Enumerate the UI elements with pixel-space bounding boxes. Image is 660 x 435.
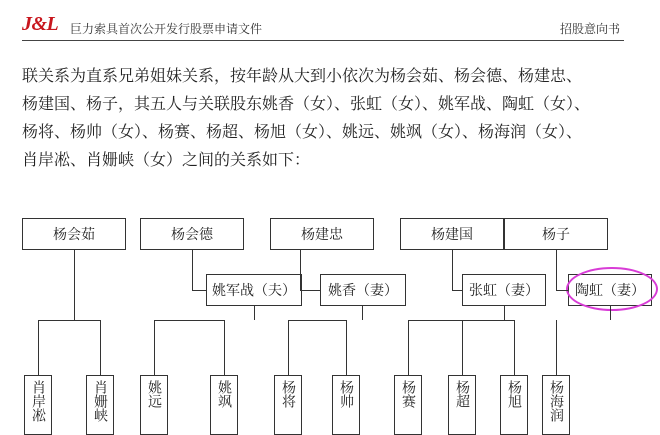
paragraph-line: 杨建国、杨子，其五人与关联股东姚香（女）、张虹（女）、姚军战、陶虹（女）、 bbox=[22, 94, 591, 113]
connector-line bbox=[254, 306, 255, 320]
connector-line bbox=[300, 290, 320, 291]
spouse-box-yao-junzhan: 姚军战（夫） bbox=[206, 274, 302, 306]
connector-line bbox=[610, 306, 611, 320]
spouse-box-yao-xiang: 姚香（妻） bbox=[320, 274, 406, 306]
connector-line bbox=[362, 306, 363, 320]
connector-line bbox=[408, 320, 514, 321]
header-divider bbox=[22, 40, 624, 41]
connector-line bbox=[556, 290, 568, 291]
child-box-xiao-shanxia: 肖姗峡 bbox=[86, 375, 114, 435]
connector-line bbox=[100, 320, 101, 375]
child-box-yao-sa: 姚飒 bbox=[210, 375, 238, 435]
connector-line bbox=[408, 320, 409, 375]
child-box-yang-sai: 杨赛 bbox=[394, 375, 422, 435]
connector-line bbox=[74, 290, 75, 320]
spouse-box-zhang-hong: 张虹（妻） bbox=[462, 274, 546, 306]
connector-line bbox=[224, 320, 225, 375]
relationship-paragraph bbox=[22, 62, 632, 174]
connector-line bbox=[556, 250, 557, 290]
connector-line bbox=[462, 320, 463, 375]
connector-line bbox=[514, 320, 515, 375]
sibling-box-yang-jianzhong: 杨建忠 bbox=[270, 218, 374, 250]
connector-line bbox=[154, 320, 155, 375]
child-box-xiao-ansong: 肖岸凇 bbox=[24, 375, 52, 435]
sibling-box-yang-zi: 杨子 bbox=[504, 218, 608, 250]
connector-line bbox=[38, 320, 100, 321]
child-box-yang-xu: 杨旭 bbox=[500, 375, 528, 435]
connector-line bbox=[452, 290, 462, 291]
connector-line bbox=[346, 320, 347, 375]
company-logo: J&L bbox=[22, 13, 59, 35]
paragraph-line: 肖岸凇、肖姗峡（女）之间的关系如下： bbox=[22, 150, 311, 169]
child-box-yang-hairun: 杨海润 bbox=[542, 375, 570, 435]
paragraph-line: 杨将、杨帅（女）、杨赛、杨超、杨旭（女）、姚远、姚飒（女）、杨海润（女）、 bbox=[22, 122, 583, 141]
child-box-yang-jiang: 杨将 bbox=[274, 375, 302, 435]
section-title: 招股意向书 bbox=[559, 22, 620, 36]
connector-line bbox=[74, 250, 75, 290]
connector-line bbox=[300, 250, 301, 290]
connector-line bbox=[154, 320, 224, 321]
connector-line bbox=[452, 250, 453, 290]
connector-line bbox=[38, 320, 39, 375]
connector-line bbox=[192, 250, 193, 290]
document-header bbox=[0, 0, 660, 44]
sibling-box-yang-huide: 杨会德 bbox=[140, 218, 244, 250]
child-box-yang-chao: 杨超 bbox=[448, 375, 476, 435]
connector-line bbox=[192, 290, 206, 291]
connector-line bbox=[504, 306, 505, 320]
spouse-box-tao-hong: 陶虹（妻） bbox=[568, 274, 652, 306]
child-box-yang-shuai: 杨帅 bbox=[332, 375, 360, 435]
connector-line bbox=[288, 320, 346, 321]
connector-line bbox=[288, 320, 289, 375]
sibling-box-yang-jianguo: 杨建国 bbox=[400, 218, 504, 250]
paragraph-line: 联关系为直系兄弟姐妹关系，按年龄从大到小依次为杨会茹、杨会德、杨建忠、 bbox=[22, 66, 583, 85]
document-title: 巨力索具首次公开发行股票申请文件 bbox=[70, 22, 263, 36]
connector-line bbox=[556, 320, 557, 375]
highlight-circle bbox=[566, 267, 658, 311]
sibling-box-yang-huiru: 杨会茹 bbox=[22, 218, 126, 250]
child-box-yao-yuan: 姚远 bbox=[140, 375, 168, 435]
